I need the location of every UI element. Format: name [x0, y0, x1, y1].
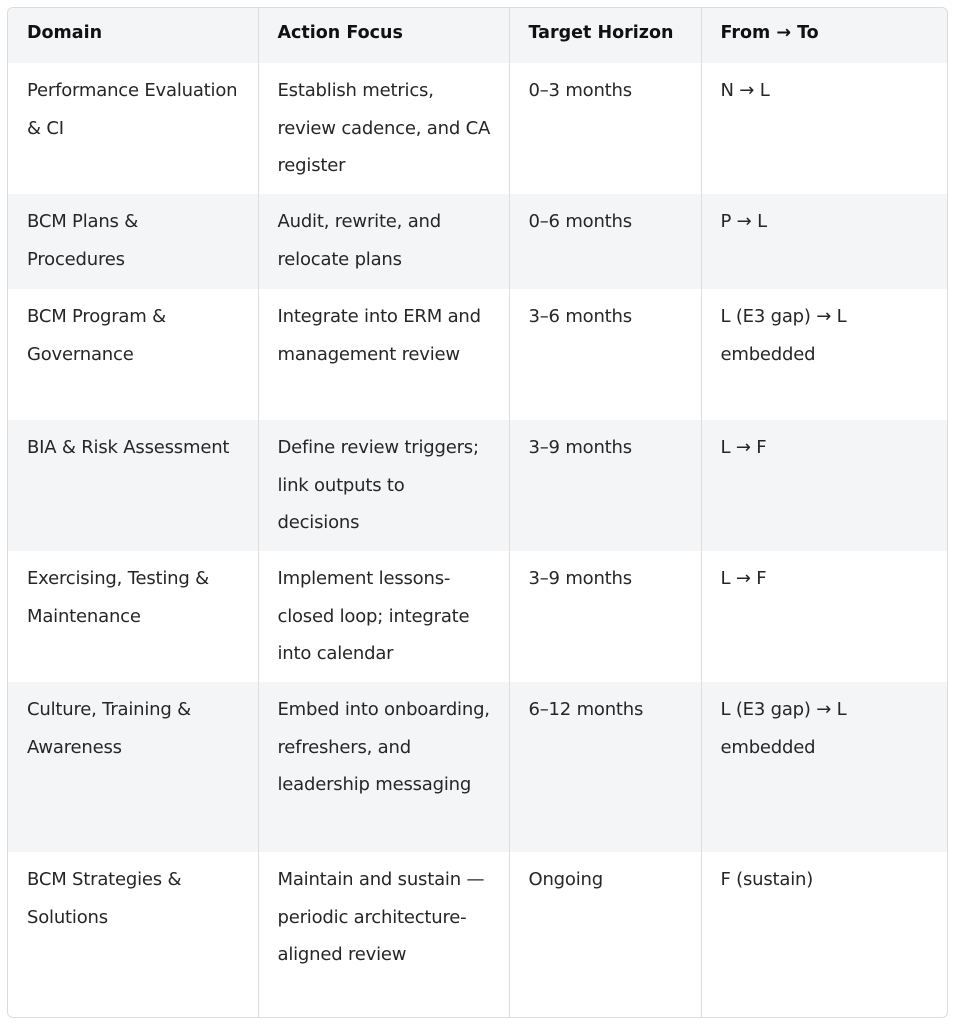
cell-target-horizon: Ongoing: [509, 852, 701, 1018]
header-domain: Domain: [27, 23, 103, 43]
cell-target-horizon: 3–9 months: [509, 551, 701, 682]
header-from-to: From → To: [701, 8, 947, 63]
cell-from-to: L → F: [701, 420, 947, 551]
cell-action-focus: Embed into onboarding, refreshers, and leadership messaging: [258, 682, 509, 852]
cell-action-focus: Define review triggers; link outputs to decisions: [258, 420, 509, 551]
cell-domain: BCM Plans & Procedures: [27, 211, 139, 270]
table-row: [8, 194, 947, 289]
cell-target-horizon: 3–6 months: [509, 289, 701, 420]
table-row: [8, 682, 947, 852]
cell-domain: Performance Evaluation & CI: [27, 80, 238, 139]
cell-action-focus: Integrate into ERM and management review: [258, 289, 509, 420]
cell-from-to: N → L: [701, 63, 947, 194]
cell-target-horizon: 0–6 months: [509, 194, 701, 289]
cell-action-focus: Audit, rewrite, and relocate plans: [258, 194, 509, 289]
table-row: [8, 289, 947, 420]
cell-target-horizon: 0–3 months: [509, 63, 701, 194]
cell-target-horizon: 6–12 months: [509, 682, 701, 852]
cell-from-to: P → L: [701, 194, 947, 289]
roadmap-table-container: [7, 7, 948, 1018]
table-row: [8, 852, 947, 1018]
cell-domain: BIA & Risk Assessment: [27, 437, 230, 458]
cell-from-to: F (sustain): [701, 852, 947, 1018]
cell-domain: Culture, Training & Awareness: [27, 699, 191, 758]
cell-action-focus: Establish metrics, review cadence, and CA register: [258, 63, 509, 194]
cell-target-horizon: 3–9 months: [509, 420, 701, 551]
table-row: [8, 420, 947, 551]
table-header-row: [8, 8, 947, 63]
cell-from-to: L (E3 gap) → L embedded: [701, 682, 947, 852]
cell-from-to: L → F: [701, 551, 947, 682]
header-action-focus: Action Focus: [258, 8, 509, 63]
table-row: [8, 63, 947, 194]
cell-action-focus: Maintain and sustain — periodic architecture-aligned review: [258, 852, 509, 1018]
table-row: [8, 551, 947, 682]
cell-domain: BCM Program & Governance: [27, 306, 166, 365]
cell-action-focus: Implement lessons-closed loop; integrate into calendar: [258, 551, 509, 682]
roadmap-table: [8, 8, 947, 1018]
cell-domain: BCM Strategies & Solutions: [27, 869, 182, 928]
header-target-horizon: Target Horizon: [509, 8, 701, 63]
cell-from-to: L (E3 gap) → L embedded: [701, 289, 947, 420]
cell-domain: Exercising, Testing & Maintenance: [27, 568, 209, 627]
